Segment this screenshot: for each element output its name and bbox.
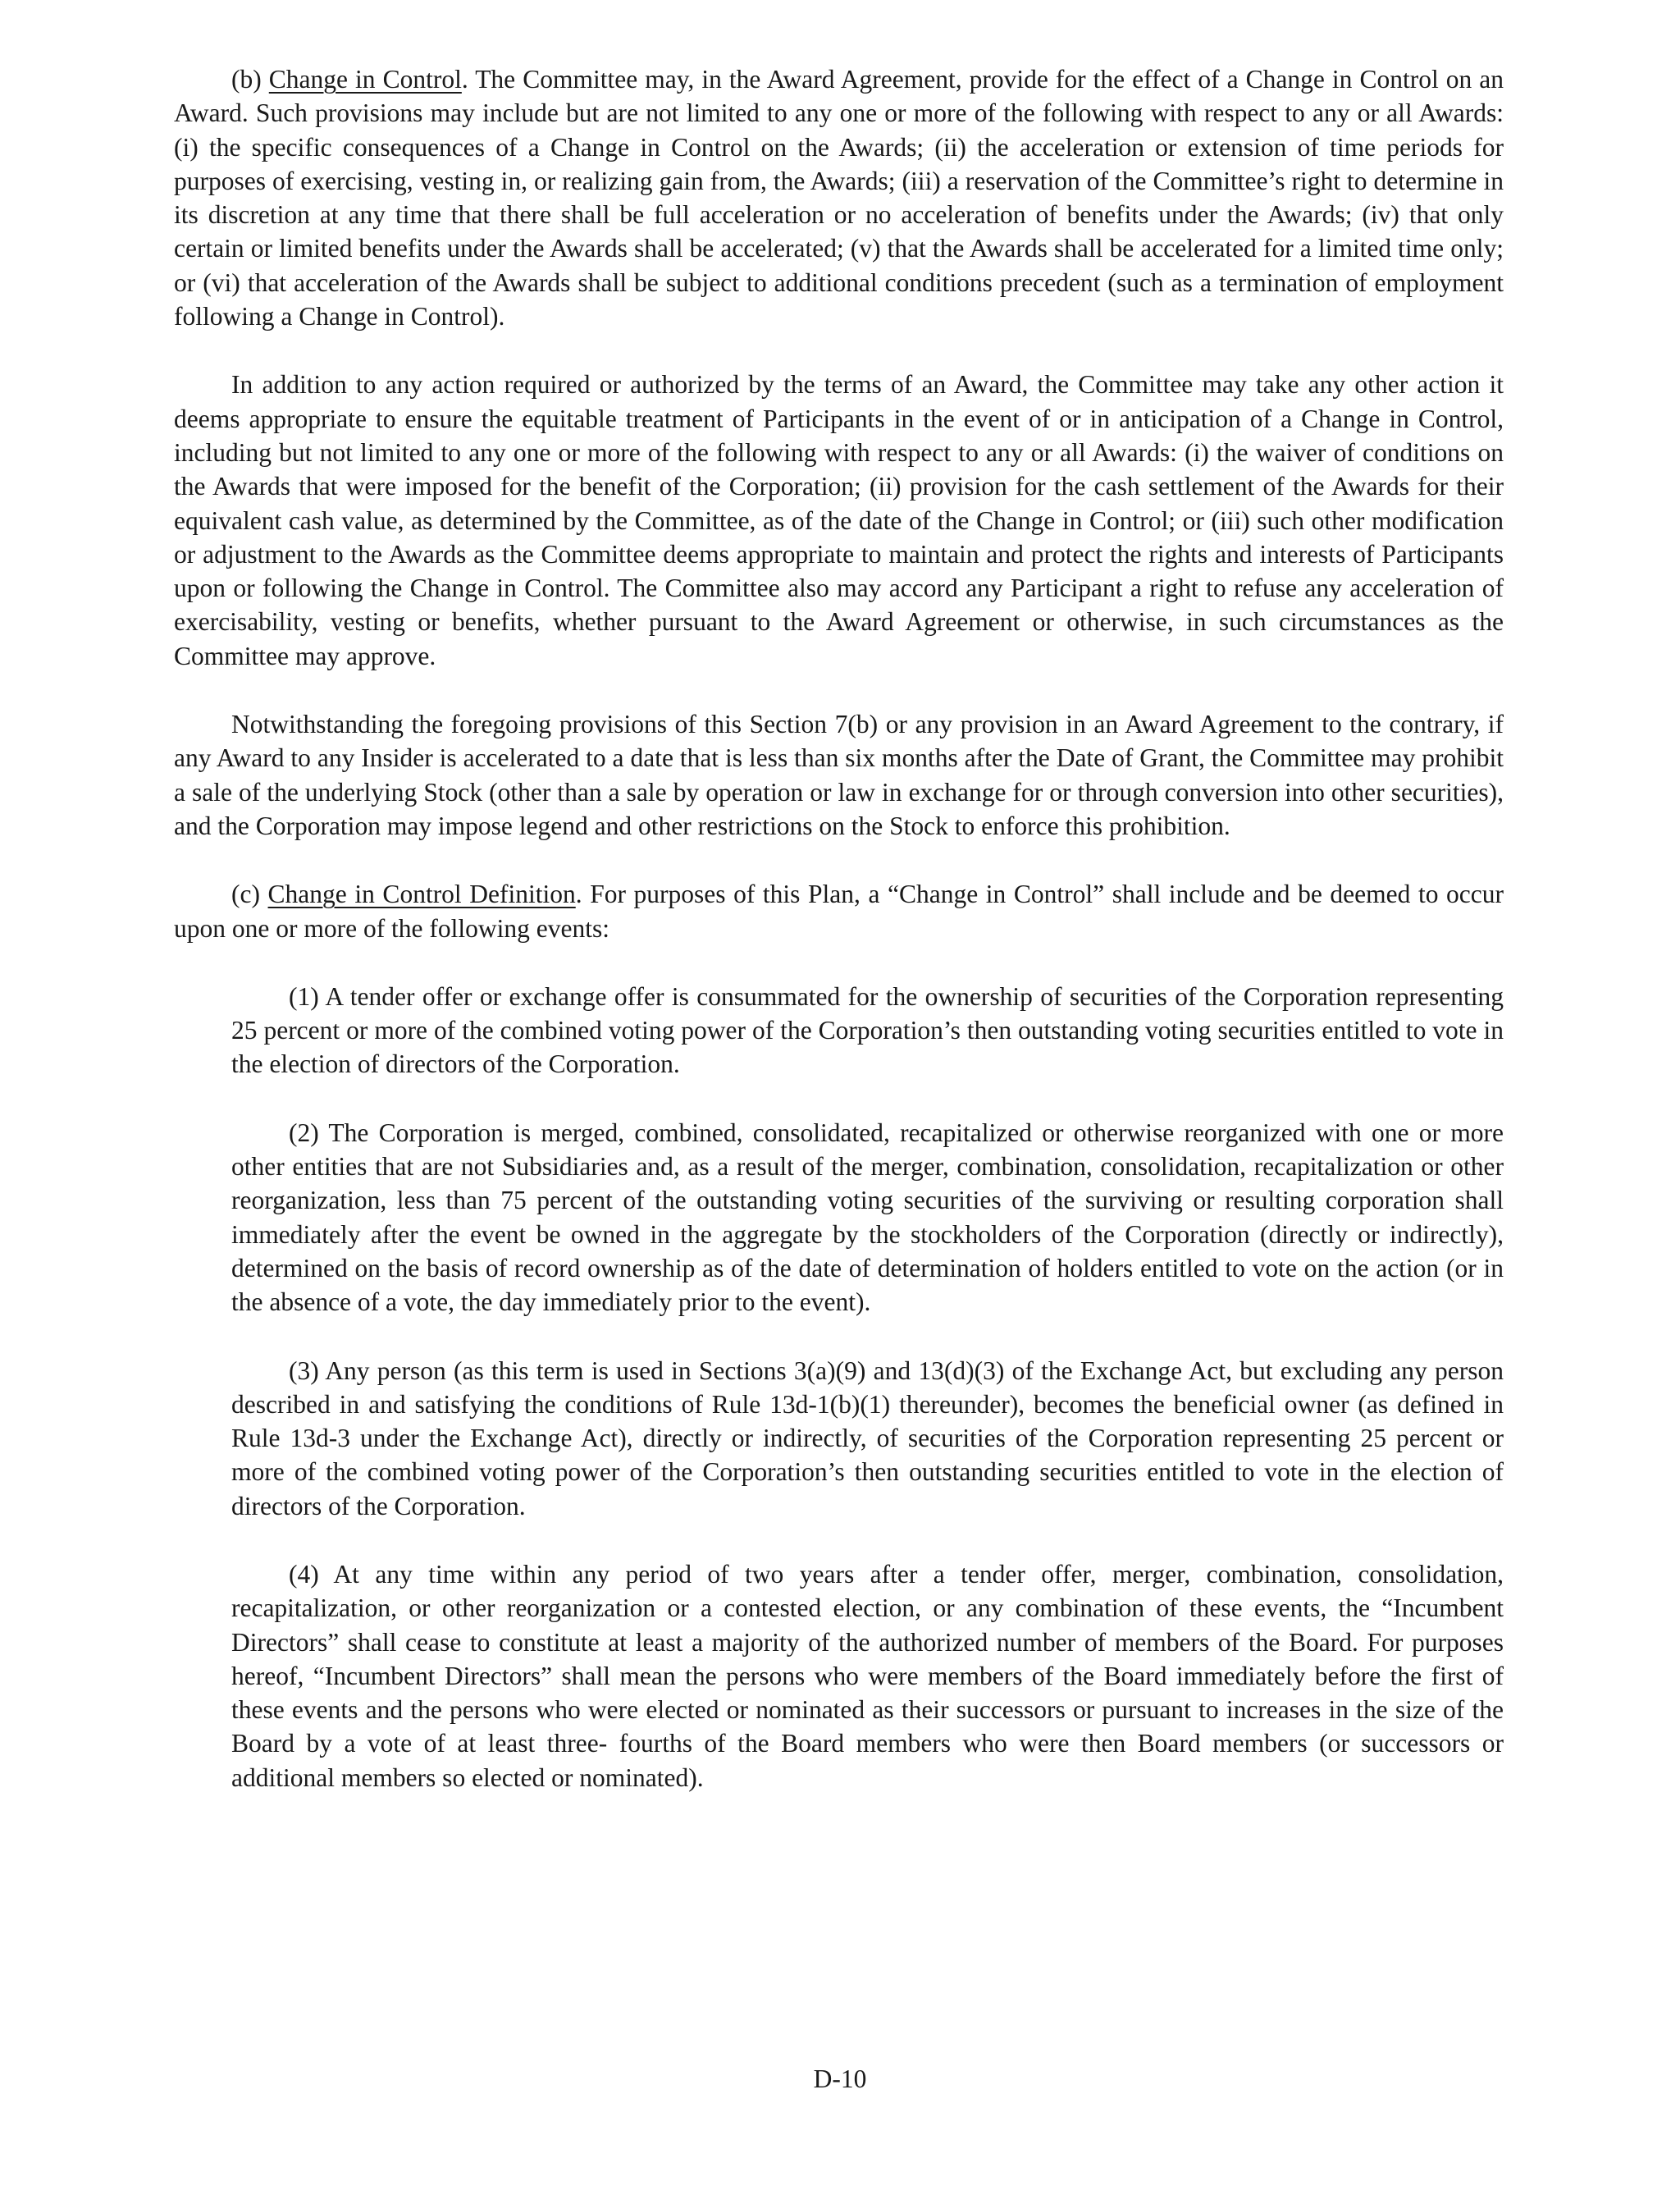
section-b-heading: Change in Control — [268, 65, 462, 94]
definition-item-3: (3) Any person (as this term is used in Sections 3(a)(9) and 13(d)(3) of the Exchange Act, but excluding any person described in and satisfying the conditions of Rule 13d-1(b)(1) thereunder), becomes the beneficial owner (as defined in Rule 13d-3 under the Exchange Act), directly or indirectly, of securities of the Corporation representing 25 percent or more of the combined voting power of the Corporation’s then outstanding securities entitled to vote in the election of directors of the Corporation. — [231, 1356, 1504, 1520]
notwithstanding-paragraph: Notwithstanding the foregoing provisions of this Section 7(b) or any provision in an Award Agreement to the contrary, if any Award to any Insider is accelerated to a date that is less than six months after the Date of Grant, the Committee may prohibit a sale of the underlying Stock (other than a sale by operation or law in exchange for or through conversion into other securities), and the Corporation may impose legend and other restrictions on the Stock to enforce this prohibition. — [174, 710, 1504, 840]
section-b-text: . The Committee may, in the Award Agreement, provide for the effect of a Change in Control on an Award. Such provisions may include but are not limited to any one or more of the following with respect to any or all Awards: (i) the specific consequences of a Change in Control on the Awards; (ii) the acceleration or extension of time periods for purposes of exercising, vesting in, or realizing gain from, the Awards; (iii) a reservation of the Committee’s right to determine in its discretion at any time that there shall be full acceleration or no acceleration of benefits under the Awards; (iv) that only certain or limited benefits under the Awards shall be accelerated; (v) that the Awards shall be accelerated for a limited time only; or (vi) that acceleration of the Awards shall be subject to additional conditions precedent (such as a termination of employment following a Change in Control). — [174, 65, 1504, 331]
section-b-paragraph — [174, 62, 1504, 333]
section-c-paragraph — [174, 877, 1504, 945]
definition-item-1: (1) A tender offer or exchange offer is consummated for the ownership of securities of the Corporation representing 25 percent or more of the combined voting power of the Corporation’s then outstanding voting securities entitled to vote in the election of directors of the Corporation. — [231, 981, 1504, 1079]
section-c-heading: Change in Control Definition — [267, 880, 576, 909]
page-number: D-10 — [813, 2064, 867, 2093]
definition-item-2: (2) The Corporation is merged, combined, consolidated, recapitalized or otherwise reorganized with one or more other entities that are not Subsidiaries and, as a result of the merger, combination, consolidation, recapitalization or other reorganization, less than 75 percent of the outstanding voting securities of the surviving or resulting corporation shall immediately after the event be owned in the aggregate by the stockholders of the Corporation (directly or indirectly), determined on the basis of record ownership as of the date of determination of holders entitled to vote on the action (or in the absence of a vote, the day immediately prior to the event). — [231, 1118, 1504, 1317]
section-b-lead: (b) — [231, 65, 269, 94]
definition-item-4: (4) At any time within any period of two years after a tender offer, merger, combination, consolidation, recapitalization, or other reorganization or a contested election, or any combination of these events, the “Incumbent Directors” shall cease to constitute at least a majority of the authorized number of members of the Board. For purposes hereof, “Incumbent Directors” shall mean the persons who were members of the Board immediately before the first of these events and the persons who were elected or nominated as their successors or pursuant to increases in the size of the Board by a vote of at least three- fourths of the Board members who were then Board members (or successors or additional members so elected or nominated). — [231, 1559, 1504, 1792]
section-c-text: . For purposes of this Plan, a “Change in Control” shall include and be deemed to occur upon one or more of the following events: — [174, 880, 1504, 943]
additional-actions-paragraph: In addition to any action required or authorized by the terms of an Award, the Committee may take any other action it deems appropriate to ensure the equitable treatment of Participants in the event of or in anticipation of a Change in Control, including but not limited to any one or more of the following with respect to any or all Awards: (i) the waiver of conditions on the Awards that were imposed for the benefit of the Corporation; (ii) provision for the cash settlement of the Awards for their equivalent cash value, as determined by the Committee, as of the date of the Change in Control; or (iii) such other modification or adjustment to the Awards as the Committee deems appropriate to maintain and protect the rights and interests of Participants upon or following the Change in Control. The Committee also may accord any Participant a right to refuse any acceleration of exercisability, vesting or benefits, whether pursuant to the Award Agreement or otherwise, in such circumstances as the Committee may approve. — [174, 370, 1504, 670]
section-c-lead: (c) — [231, 880, 268, 909]
